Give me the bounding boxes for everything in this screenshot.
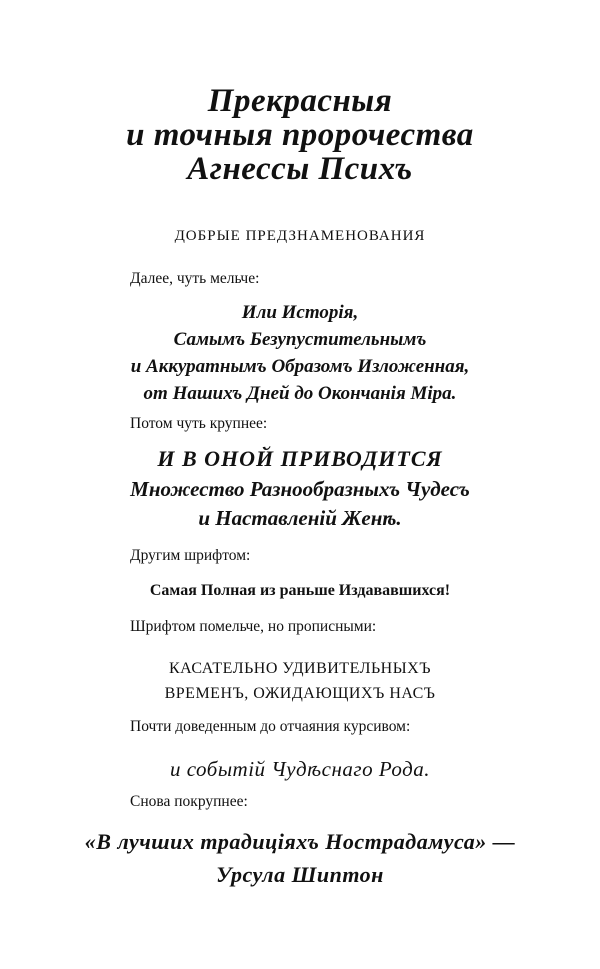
wonders-line-3: и Наставленій Женѣ.	[198, 506, 402, 530]
complete-edition: Самая Полная из раньше Издававшихся!	[149, 582, 451, 599]
wonders-block	[0, 443, 600, 533]
history-line-4: от Нашихъ Дней до Окончанія Міра.	[143, 383, 457, 404]
note-other-font: Другим шрифтом:	[130, 547, 251, 564]
events-line: и событій Чудѣснаго Рода.	[169, 757, 430, 781]
history-line-3: и Аккуратнымъ Образомъ Изложенная,	[130, 356, 470, 377]
note-caps: Шрифтом помельче, но прописными:	[130, 618, 377, 635]
tradition-author: Урсула Шиптон	[216, 862, 384, 887]
wonders-line-2: Множество Разнообразныхъ Чудесъ	[130, 477, 470, 501]
note-larger-again: Снова покрупнее:	[130, 793, 248, 810]
wonders-line-1: И В ОНОЙ ПРИВОДИТСЯ	[157, 446, 443, 471]
title-line-1: Прекрасныя	[207, 83, 393, 119]
history-line-1: Или Исторія,	[241, 302, 359, 323]
times-block	[0, 656, 600, 706]
title-line-3: Агнессы Психъ	[187, 151, 413, 187]
history-line-2: Самымъ Безупустительнымъ	[173, 329, 427, 350]
tradition-block	[0, 825, 600, 891]
tradition-line-1: «В лучших традиціяхъ Нострадамуса» —	[84, 829, 516, 854]
book-title	[0, 84, 600, 186]
title-line-2: и точныя пророчества	[126, 117, 474, 153]
history-block	[0, 299, 600, 407]
times-line-2: ВРЕМЕНЪ, ОЖИДАЮЩИХЪ НАСЪ	[164, 685, 436, 702]
subtitle: ДОБРЫЕ ПРЕДЗНАМЕНОВАНИЯ	[174, 228, 426, 244]
note-italic: Почти доведенным до отчаяния курсивом:	[130, 718, 411, 735]
times-line-1: КАСАТЕЛЬНО УДИВИТЕЛЬНЫХЪ	[168, 660, 432, 677]
note-smaller: Далее, чуть мельче:	[130, 270, 260, 287]
note-larger: Потом чуть крупнее:	[130, 415, 268, 432]
